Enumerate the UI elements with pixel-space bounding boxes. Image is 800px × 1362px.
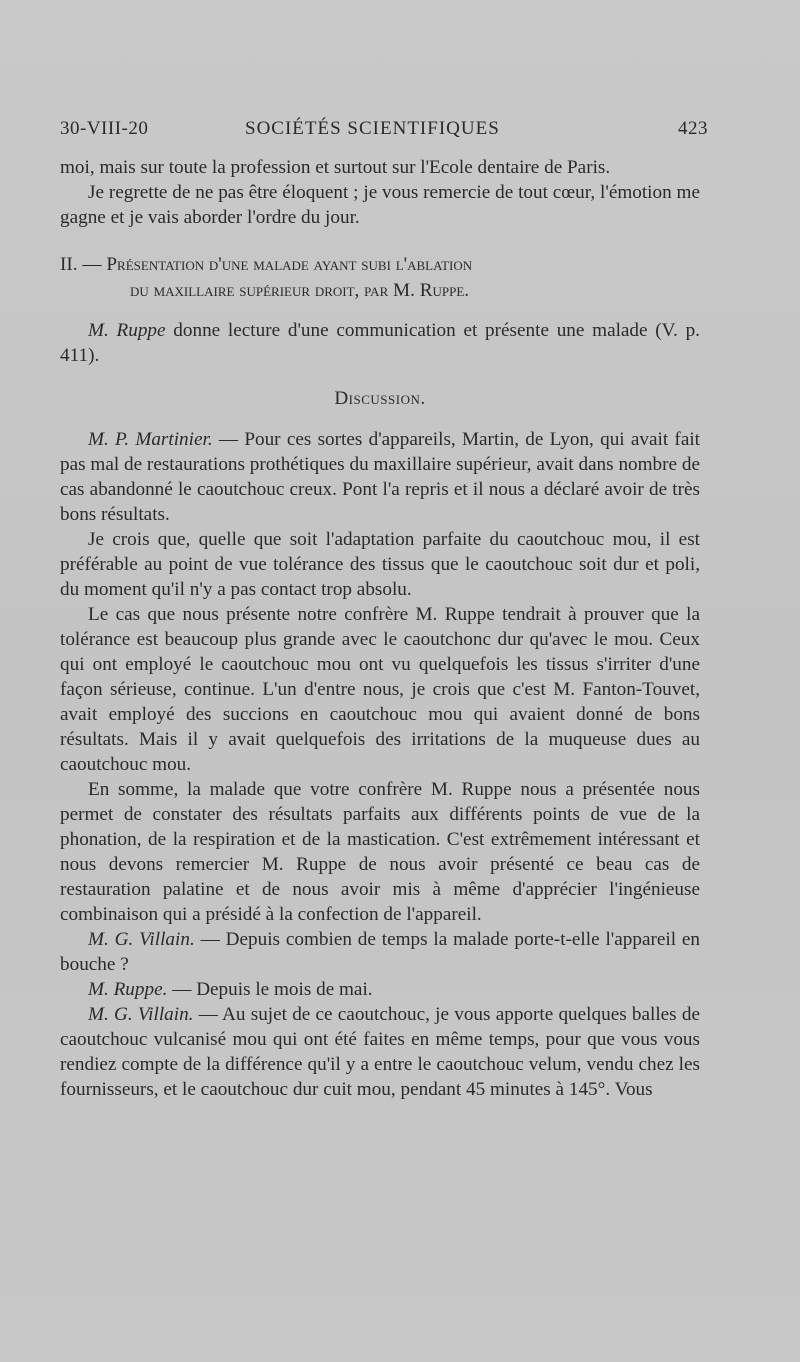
paragraph-ruppe-communication xyxy=(60,318,700,368)
speaker-name: M. Ruppe xyxy=(88,320,166,341)
paragraph-en-somme: En somme, la malade que votre confrère M. Ruppe nous a présentée nous permet de constater des résultats parfaits aux différents points de vue de la phonation, de la respiration et de la mastication. C'est extrêmement intéressant et nous devons remercier M. Ruppe de nous avoir présenté ce beau cas de restauration palatine et de nous avoir mis à même d'apprécier l'ingénieuse combinaison qui a présidé à la confection de l'appareil. xyxy=(60,779,700,925)
paragraph-continuation: moi, mais sur toute la profession et surtout sur l'Ecole dentaire de Paris. xyxy=(60,157,611,178)
paragraph-regret: Je regrette de ne pas être éloquent ; je vous remercie de tout cœur, l'émotion me gagne et je vais aborder l'ordre du jour. xyxy=(60,182,700,228)
speaker-name: M. P. Martinier. xyxy=(88,429,213,450)
paragraph-villain-caoutchouc xyxy=(60,1002,700,1102)
section-number: II. — xyxy=(60,254,102,275)
section-heading xyxy=(60,252,700,304)
speaker-name: M. G. Villain. xyxy=(88,1004,194,1025)
section-title-line2: du maxillaire supérieur droit, par M. Ruppe. xyxy=(130,280,470,301)
speaker-text: — Au sujet de ce caoutchouc, je vous apporte quelques balles de caoutchouc vulcanisé mou qui ont été faites en même temps, pour que vous vous rendiez compte de la différence qu'il y a entre le caoutchouc velum, vendu chez les fournisseurs, et le caoutchouc dur cuit mou, pendant 45 minutes à 145°. Vous xyxy=(60,1004,700,1100)
speaker-text: donne lecture d'une communication et présente une malade (V. p. 411). xyxy=(60,320,700,366)
section-title-line1: Présentation d'une malade ayant subi l'ablation xyxy=(106,254,473,275)
page-number: 423 xyxy=(678,118,708,139)
running-head xyxy=(60,118,708,148)
header-date: 30-VIII-20 xyxy=(60,118,149,139)
speaker-name: M. Ruppe. xyxy=(88,979,168,1000)
paragraph-ruppe-answer xyxy=(60,977,700,1002)
speaker-name: M. G. Villain. xyxy=(88,929,195,950)
speaker-text: — Depuis le mois de mai. xyxy=(167,979,373,1000)
paragraph-tolerance: Le cas que nous présente notre confrère M. Ruppe tendrait à prouver que la tolérance est beaucoup plus grande avec le caoutchonc dur qu'avec le mou. Ceux qui ont employé le caoutchouc mou ont vu quelquefois les tissus s'irriter d'une façon sérieuse, continue. L'un d'entre nous, je crois que c'est M. Fanton-Touvet, avait employé des succions en caoutchouc mou qui avaient donné de bons résultats. Mais il y avait quelquefois des irritations de la muqueuse dues au caoutchouc mou. xyxy=(60,604,700,775)
paragraph-villain-question xyxy=(60,927,700,977)
header-title: SOCIÉTÉS SCIENTIFIQUES xyxy=(245,118,500,139)
paragraph-martinier xyxy=(60,427,700,527)
speaker-text: — Depuis combien de temps la malade porte-t-elle l'appareil en bouche ? xyxy=(60,929,700,975)
discussion-heading: Discussion. xyxy=(334,388,426,409)
paragraph-adaptation: Je crois que, quelle que soit l'adaptation parfaite du caoutchouc mou, il est préférable au point de vue tolérance des tissus que le caoutchouc soit dur et poli, du moment qu'il n'y a pas contact trop absolu. xyxy=(60,529,700,600)
speaker-text: — Pour ces sortes d'appareils, Martin, de Lyon, qui avait fait pas mal de restaurations prothétiques du maxillaire supérieur, avait dans nombre de cas abandonné le caoutchouc creux. Pont l'a repris et il nous a déclaré avoir de très bons résultats. xyxy=(60,429,700,525)
body-text xyxy=(60,155,700,1102)
